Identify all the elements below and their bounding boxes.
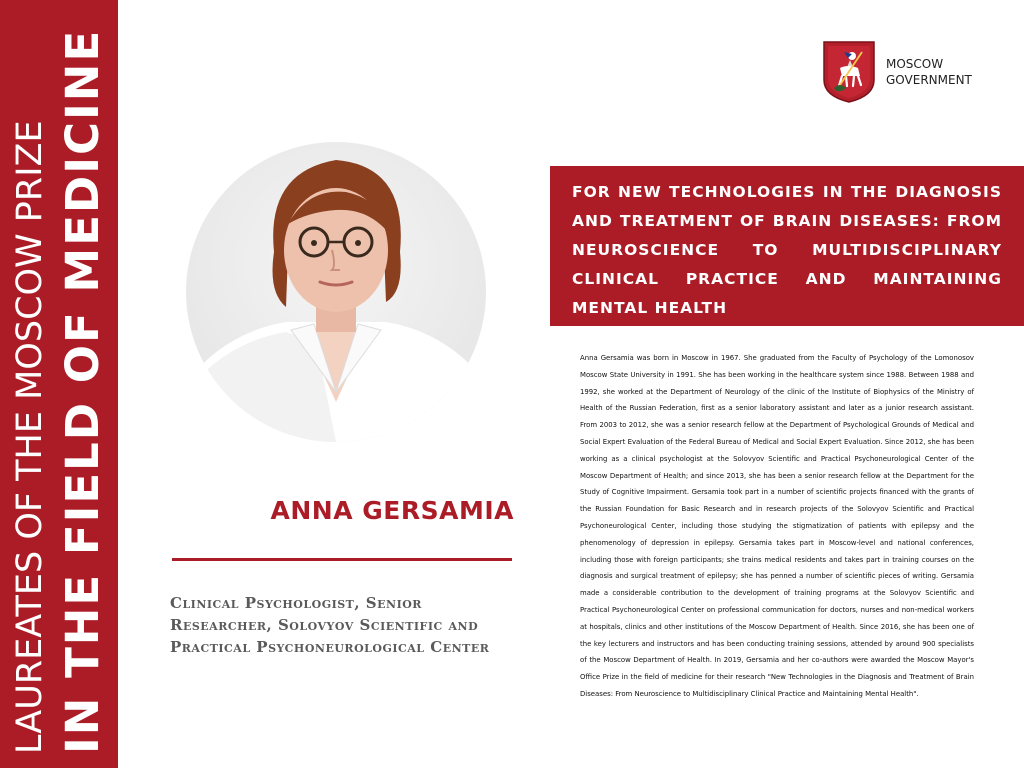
- logo-line1: MOSCOW: [886, 57, 944, 71]
- prize-title: FOR NEW TECHNOLOGIES IN THE DIAGNOSIS AND TREATMENT OF BRAIN DISEASES: FROM NEUROSCIENCE TO MULTIDISCIPLINARY CLINICAL PRACTICE AND MAINTAINING MENTAL HEALTH: [572, 183, 1002, 317]
- logo-text: [886, 56, 972, 88]
- biography-text: Anna Gersamia was born in Moscow in 1967. She graduated from the Faculty of Psychology of the Lomonosov Moscow State University in 1991. She has been working in the healthcare system since 1988. Between 1988 and 1992, she worked at the Department of Neurology of the clinic of the Institute of Biophysics of the Ministry of Health of the Russian Federation, first as a senior laboratory assistant and later as a junior research assistant. From 2003 to 2012, she was a senior research fellow at the Department of Psychological Grounds of Medical and Social Expert Evaluation of the Federal Bureau of Medical and Social Expert Evaluation. Since 2012, she has been working as a clinical psychologist at the Solovyov Scientific and Practical Psychoneurological Center of the Moscow Department of Health; and since 2013, she has been a senior research fellow at the Department for the Study of Cognitive Impairment. Gersamia took part in a number of scientific projects financed with the grants of the Russian Foundation for Basic Research and in research projects of the Solovyov Scientific and Practical Psychoneurological Center, including those studying the stigmatization of patients with epilepsy and the phenomenology of depression in epilepsy. Gersamia takes part in Moscow-level and national conferences, including those with foreign participants; she trains medical residents and takes part in training courses on the diagnosis and surgical treatment of epilepsy; she has penned a number of scientific pieces of writing. Gersamia made a considerable contribution to the development of training programs at the Solovyov Scientific and Practical Psychoneurological Center on professional communication for doctors, nurses and non-medical workers at hospitals, clinics and other institutions of the Moscow Department of Health. Since 2016, she has been one of the key lecturers and instructors and has been conducting training sessions, attended by around 900 specialists of the Moscow Department of Health. In 2019, Gersamia and her co-authors were awarded the Moscow Mayor's Office Prize in the field of medicine for their research "New Technologies in the Diagnosis and Treatment of Brain Diseases: From Neuroscience to Multidisciplinary Clinical Practice and Maintaining Mental Health".: [580, 354, 974, 698]
- vertical-title-line1: LAUREATES OF THE MOSCOW PRIZE: [10, 120, 50, 754]
- person-position: Clinical Psychologist, Senior Researcher, Solovyov Scientific and Practical Psychoneurological Center: [170, 594, 490, 656]
- vertical-title: [0, 0, 118, 768]
- vertical-title-line2: IN THE FIELD OF MEDICINE: [56, 28, 109, 754]
- person-name: ANNA GERSAMIA: [270, 496, 514, 525]
- moscow-coat-of-arms-icon: [822, 40, 876, 104]
- name-divider: [172, 558, 512, 561]
- moscow-government-logo: [822, 40, 982, 104]
- portrait-photo: [186, 142, 486, 442]
- prize-title-box: [550, 166, 1024, 326]
- logo-line2: GOVERNMENT: [886, 73, 972, 87]
